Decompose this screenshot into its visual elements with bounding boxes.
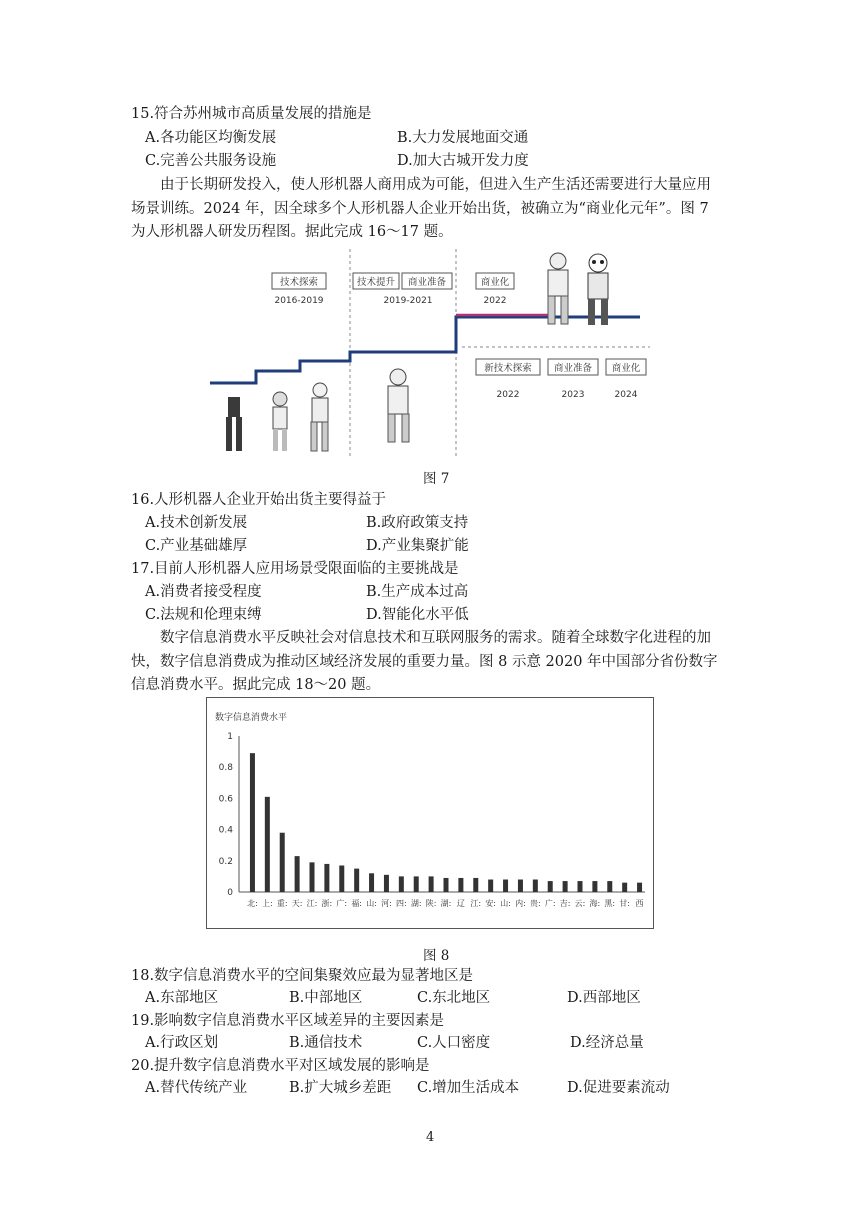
bar [578,881,583,892]
figure-8-bar-chart [206,697,654,929]
q20-option-d: D.促进要素流动 [567,1080,670,1096]
bar [369,873,374,892]
x-tick-label: 河: [381,899,392,908]
question-20-stem: 20.提升数字信息消费水平对区域发展的影响是 [131,1058,430,1074]
bar [622,883,627,892]
svg-text:2022: 2022 [483,296,507,306]
svg-text:新技术探索: 新技术探索 [484,363,532,374]
q18-option-c: C.东北地区 [417,990,491,1006]
bar [429,876,434,892]
svg-text:技术提升: 技术提升 [356,277,396,288]
svg-text:2024: 2024 [614,390,638,400]
x-tick-label: 广: [336,899,348,908]
bar [563,881,568,892]
q17-option-a: A.消费者接受程度 [145,584,262,600]
x-tick-label: 上: [261,899,273,908]
passage-1-line-1: 由于长期研发投入，使人形机器人商用成为可能，但进入生产生活还需要进行大量应用 [160,177,711,193]
robot-icon [388,369,409,442]
robot-icon [588,254,608,325]
bar [324,864,329,892]
q19-option-a: A.行政区划 [145,1035,219,1051]
y-tick-label: 0.8 [218,763,233,774]
bar [533,880,538,892]
y-tick-label: 1 [227,732,233,742]
q17-option-d: D.智能化水平低 [366,607,469,623]
q16-option-d: D.产业集聚扩能 [366,538,469,554]
page-number: 4 [426,1130,435,1145]
passage-2-line-1: 数字信息消费水平反映社会对信息技术和互联网服务的需求。随着全球数字化进程的加 [160,630,711,646]
x-tick-label: 四: [395,899,407,908]
y-tick-label: 0.2 [218,856,233,867]
passage-2-line-3: 信息消费水平。据此完成 18～20 题。 [131,677,381,693]
q17-option-c: C.法规和伦理束缚 [145,607,262,623]
bar [488,880,493,892]
q16-option-c: C.产业基础雄厚 [145,538,248,554]
x-tick-label: 山: [500,899,511,908]
x-tick-label: 云: [574,899,586,908]
q16-option-b: B.政府政策支持 [366,515,469,531]
figure-8-caption: 图 8 [423,948,450,964]
bar [280,833,285,892]
robot-icon [273,392,287,451]
bar [265,797,270,892]
svg-text:2019-2021: 2019-2021 [383,296,433,306]
bar [339,865,344,892]
q19-option-d: D.经济总量 [570,1035,644,1051]
x-tick-label: 贵: [529,899,541,908]
bar [637,883,642,892]
q15-option-b: B.大力发展地面交通 [397,130,529,146]
question-18-stem: 18.数字信息消费水平的空间集聚效应最为显著地区是 [131,968,474,984]
q20-option-b: B.扩大城乡差距 [289,1080,392,1096]
svg-text:商业准备: 商业准备 [553,363,593,374]
q20-option-c: C.增加生活成本 [417,1080,520,1096]
x-tick-label: 吉: [559,899,571,908]
chart-svg [207,698,653,928]
q18-option-a: A.东部地区 [145,990,219,1006]
passage-1-line-3: 为人形机器人研发历程图。据此完成 16～17 题。 [131,224,453,240]
x-tick-label: 西 [635,899,644,908]
figure-7-caption: 图 7 [423,471,450,487]
q19-option-c: C.人口密度 [417,1035,491,1051]
svg-text:商业准备: 商业准备 [407,277,447,288]
stage-tag-commercial-prep [402,273,452,289]
bar [503,880,508,892]
x-tick-label: 湖: [440,899,452,908]
x-tick-label: 内: [515,899,526,908]
q19-option-b: B.通信技术 [289,1035,363,1051]
q18-option-b: B.中部地区 [289,990,363,1006]
bar [592,881,597,892]
x-tick-label: 山: [366,899,377,908]
x-tick-label: 重: [276,899,288,908]
bar [354,869,359,892]
stage-tag-commercial-prep-2023 [548,359,598,400]
question-17-stem: 17.目前人形机器人应用场景受限面临的主要挑战是 [131,561,459,577]
y-tick-label: 0 [227,888,233,898]
passage-1-line-2: 场景训练。2024 年，因全球多个人形机器人企业开始出货，被确立为“商业化元年”。图 7 [131,201,709,217]
bar [607,881,612,892]
x-tick-label: 安: [485,899,497,908]
bar [399,876,404,892]
x-tick-label: 陕: [425,899,437,908]
bar [458,878,463,892]
q16-option-a: A.技术创新发展 [145,515,248,531]
x-tick-label: 天: [291,899,303,908]
q17-option-b: B.生产成本过高 [366,584,469,600]
figure-7-timeline [210,247,650,459]
x-tick-label: 浙: [321,899,333,908]
bar [310,862,315,892]
svg-text:2022: 2022 [496,390,520,400]
robot-icon [311,383,328,451]
bar [384,875,389,892]
x-tick-label: 黑: [604,899,616,908]
x-tick-label: 海: [589,899,601,908]
bar [518,880,523,892]
x-tick-label: 甘: [619,899,631,908]
q15-option-a: A.各功能区均衡发展 [145,130,277,146]
passage-2-line-2: 快，数字信息消费成为推动区域经济发展的重要力量。图 8 示意 2020 年中国部分省份数字 [131,654,718,670]
question-19-stem: 19.影响数字信息消费水平区域差异的主要因素是 [131,1013,445,1029]
svg-text:2016-2019: 2016-2019 [274,296,324,306]
x-tick-label: 江: [306,899,318,908]
y-tick-label: 0.6 [218,794,233,805]
bar [414,876,419,892]
bar [473,878,478,892]
y-tick-label: 0.4 [218,825,233,836]
bar [548,881,553,892]
x-tick-label: 辽 [456,899,465,908]
question-16-stem: 16.人形机器人企业开始出货主要得益于 [131,492,387,508]
bar [444,878,449,892]
question-15-stem: 15.符合苏州城市高质量发展的措施是 [131,106,372,122]
svg-text:2023: 2023 [561,390,585,400]
robot-icon [548,253,568,324]
x-tick-label: 北: [247,899,258,908]
robot-icon [226,397,242,451]
stage-tag-commercial-2024 [606,359,646,400]
x-tick-label: 广: [544,899,556,908]
svg-text:商业化: 商业化 [480,277,510,288]
stage-tag-new-tech-explore [476,359,540,400]
svg-text:技术探索: 技术探索 [279,277,319,288]
x-tick-label: 江: [470,899,482,908]
chart-title: 数字信息消费水平 [215,713,288,723]
bar [250,753,255,892]
q15-option-c: C.完善公共服务设施 [145,153,277,169]
q18-option-d: D.西部地区 [567,990,641,1006]
q20-option-a: A.替代传统产业 [145,1080,248,1096]
bar [295,856,300,892]
x-tick-label: 福: [351,899,363,908]
stage-tag-commercial [476,273,514,306]
x-tick-label: 湖: [410,899,422,908]
q15-option-d: D.加大古城开发力度 [397,153,529,169]
svg-text:商业化: 商业化 [611,363,641,374]
stage-tag-tech-explore [272,273,326,306]
